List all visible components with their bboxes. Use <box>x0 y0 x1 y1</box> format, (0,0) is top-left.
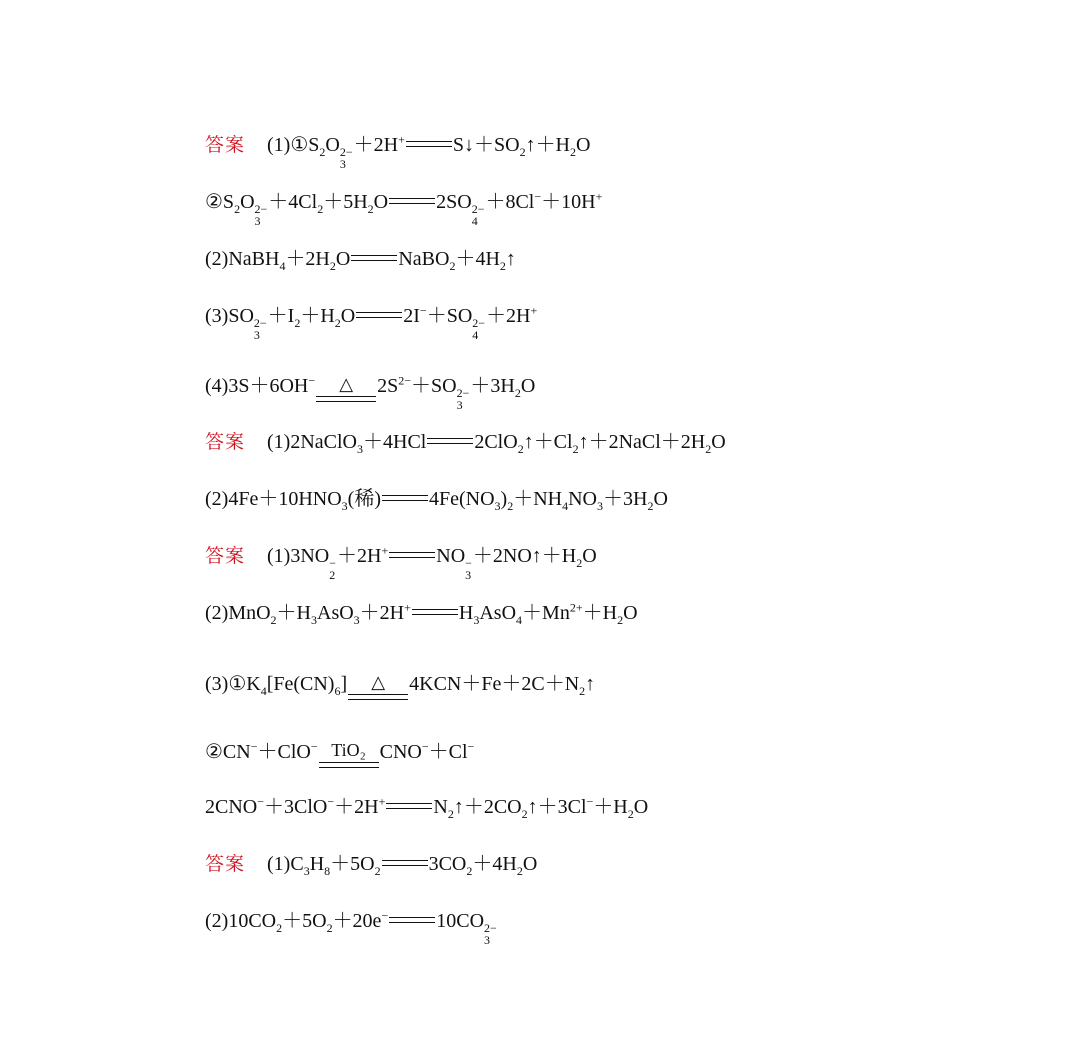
equation-line <box>205 794 649 821</box>
equals-sign <box>351 255 397 261</box>
chemical-equation: ②CN−＋ClO− TiO₂ CNO−＋Cl− <box>205 740 474 768</box>
equals-sign <box>406 141 452 147</box>
reaction-condition: △ <box>348 672 408 700</box>
equals-sign <box>389 552 435 558</box>
equals-sign <box>386 803 432 809</box>
answer-label: 答案 <box>205 853 246 875</box>
chemical-equation: $(2)10CO_2+5O_2+20e^-$ 10CO 2− 3 <box>205 908 497 947</box>
equals-sign <box>356 312 402 318</box>
equals-sign <box>427 438 473 444</box>
chemical-equation: $(3)①K_4[Fe(CN)_6]$ △ $4KCN+Fe+2C+N_2↑$ <box>205 672 596 698</box>
chemical-equation: (4)3S＋6OH− △ $2S^{2-}+SO$ 2− 3 $+3H_2O$ <box>205 373 536 412</box>
equation-line <box>205 543 597 582</box>
equation-line <box>205 248 516 273</box>
equation-line <box>205 488 668 513</box>
equation-line <box>205 189 603 228</box>
chemical-equation: $(1)C_3H_8+5O_2$ $3CO_2+4H_2O$ <box>267 853 538 878</box>
equation-line <box>205 672 595 700</box>
answer-label: 答案 <box>205 545 246 567</box>
equals-sign <box>382 495 428 501</box>
chemical-equation: $②S_2O$ 2− 3 $+4Cl_2+5H_2O$ 2SO 2− 4 ＋8Cl−＋10H+ <box>205 189 603 228</box>
equation-line <box>205 431 726 456</box>
answer-label: 答案 <box>205 431 246 453</box>
equals-sign <box>382 860 428 866</box>
chemical-equation: $(2)4Fe+10HNO_3$(稀) $4Fe(NO_3)_2+NH_4NO_3+3H_2O$ <box>205 488 668 513</box>
equation-line <box>205 600 638 627</box>
chemical-equation: $(2)NaBH_4+2H_2O$ $NaBO_2+4H_2↑$ <box>205 248 516 273</box>
equation-line <box>205 853 538 878</box>
chemical-equation: (1)3NO − 2 ＋2H+ NO − 3 $+2NO↑+H_2O$ <box>267 543 597 582</box>
chemical-equation: (3)SO 2− 3 $+I_2+H_2O$ 2I−＋SO 2− 4 ＋2H+ <box>205 303 538 342</box>
equation-line <box>205 740 474 768</box>
equation-line <box>205 374 535 411</box>
chemical-equation: $(2)MnO_2+H_3AsO_3+2H^+$ $H_3AsO_4+Mn^{2+}+H_2O$ <box>205 600 638 627</box>
chemical-equation: (1)2NaClO$_3$＋4HCl $2ClO_2↑+Cl_2↑+2NaCl+2H_2O$ <box>267 431 726 456</box>
equals-sign <box>389 917 435 923</box>
equation-line <box>205 132 591 171</box>
reaction-condition: △ <box>316 374 376 402</box>
equals-sign <box>412 609 458 615</box>
equals-sign <box>389 198 435 204</box>
chemical-equation: $(1)①S_2O$ 2− 3 ＋2H+ $S↓+SO_2↑+H_2O$ <box>267 132 591 171</box>
answer-label: 答案 <box>205 134 246 156</box>
reaction-condition: TiO₂ <box>319 740 379 768</box>
equation-line <box>205 303 538 342</box>
chemical-equation: 2CNO−＋3ClO−＋2H+ $N_2↑+2CO_2↑+3Cl^-+H_2O$ <box>205 794 649 821</box>
equation-line <box>205 908 498 947</box>
